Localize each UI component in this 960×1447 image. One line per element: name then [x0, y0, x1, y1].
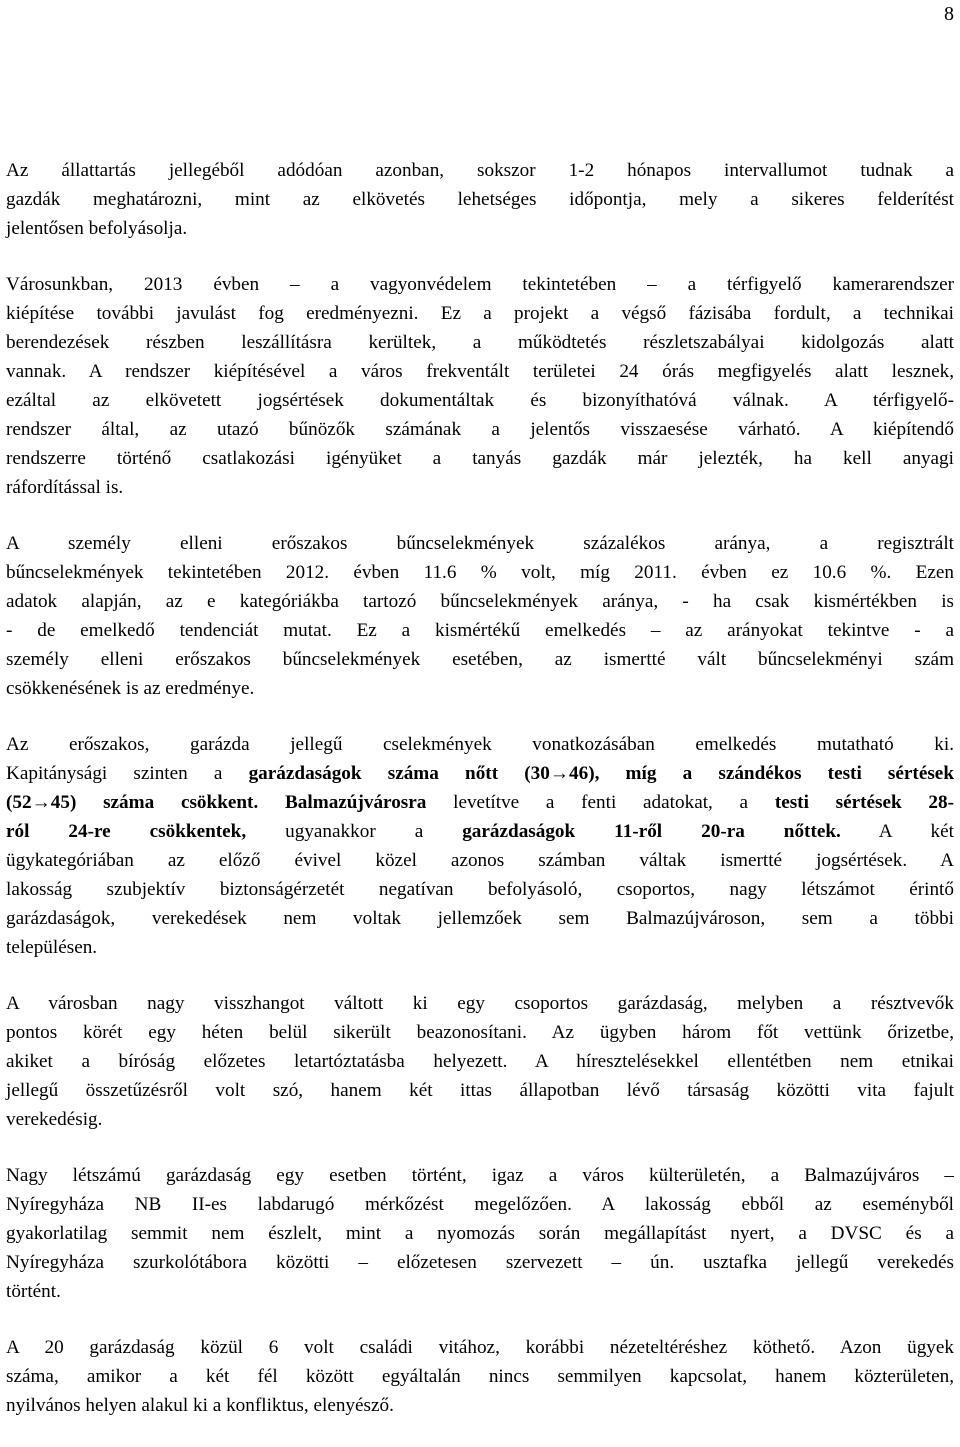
text-line: rendszerre történő csatlakozási igényüket a tanyás gazdák már jelezték, ha kell anyagi — [6, 448, 954, 469]
text-line: A 20 garázdaság közül 6 volt családi vitához, korábbi nézeteltéréshez köthető. Azon ügyek — [6, 1337, 954, 1358]
bold-text: garázdaságok 11-ről 20-ra nőttek. — [462, 821, 841, 842]
text-line: rendszer által, az utazó bűnözők számának a jelentős visszaesése várható. A kiépítendő — [6, 419, 954, 440]
page-number: 8 — [944, 3, 954, 25]
text-line: berendezések részben leszállításra kerültek, a működtetés részletszabályai kidolgozás alatt — [6, 332, 954, 353]
text-line: Városunkban, 2013 évben – a vagyonvédelem tekintetében – a térfigyelő kamerarendszer — [6, 274, 954, 295]
paragraph-3 — [6, 529, 954, 703]
bold-text: Balmazújvárosra — [284, 792, 427, 813]
text-line: Nyíregyháza szurkolótábora közötti – előzetesen szervezett – ún. usztafka jellegű verekedés — [6, 1252, 954, 1273]
bold-text: (52→45) száma csökkent. — [6, 792, 259, 813]
text-line: nyilvános helyen alakul ki a konfliktus, elenyésző. — [6, 1395, 394, 1416]
bold-text: ról 24-re csökkentek, — [6, 821, 247, 842]
paragraph-2 — [6, 270, 954, 502]
bold-text: garázdaságok száma nőtt (30→46), míg a szándékos testi sértések — [248, 763, 954, 784]
text-line: A városban nagy visszhangot váltott ki egy csoportos garázdaság, melyben a résztvevők — [6, 993, 954, 1014]
text-line — [6, 817, 954, 846]
text-line: adatok alapján, az e kategóriákba tartozó bűncselekmények aránya, - ha csak kismértékben is — [6, 591, 954, 612]
text-line: verekedésig. — [6, 1109, 103, 1130]
text-line: jellegű összetűzésről volt szó, hanem két ittas állapotban lévő társaság közötti vita fajult — [6, 1080, 954, 1101]
text-segment: ugyanakkor a — [246, 821, 463, 842]
text-line: ezáltal az elkövetett jogsértések dokumentáltak és bizonyíthatóvá válnak. A térfigyelő- — [6, 390, 954, 411]
paragraph-1 — [6, 156, 954, 243]
text-line: Nagy létszámú garázdaság egy esetben történt, igaz a város külterületén, a Balmazújváros – — [6, 1165, 954, 1186]
text-line: száma, amikor a két fél között egyáltalán nincs semmilyen kapcsolat, hanem közterületen, — [6, 1366, 954, 1387]
text-line: - de emelkedő tendenciát mutat. Ez a kismértékű emelkedés – az arányokat tekintve - a — [6, 620, 954, 641]
text-segment: A két — [840, 821, 954, 842]
text-line: kiépítése további javulást fog eredményezni. Ez a projekt a végső fázisába fordult, a technikai — [6, 303, 954, 324]
text-line: lakosság szubjektív biztonságérzetét negatívan befolyásoló, csoportos, nagy létszámot érintő — [6, 879, 954, 900]
paragraph-4 — [6, 730, 954, 962]
text-line: ügykategóriában az előző évivel közel azonos számban váltak ismertté jogsértések. A — [6, 850, 954, 871]
text-line — [6, 759, 954, 788]
text-line: A személy elleni erőszakos bűncselekmények százalékos aránya, a regisztrált — [6, 533, 954, 554]
text-line: településen. — [6, 937, 98, 958]
text-line: vannak. A rendszer kiépítésével a város frekventált területei 24 órás megfigyelés alatt lesznek, — [6, 361, 954, 382]
text-line: jelentősen befolyásolja. — [6, 218, 188, 239]
document-body — [6, 156, 954, 1447]
text-line: garázdaságok, verekedések nem voltak jellemzőek sem Balmazújvároson, sem a többi — [6, 908, 954, 929]
text-line: történt. — [6, 1281, 61, 1302]
text-line: személy elleni erőszakos bűncselekmények esetében, az ismertté vált bűncselekményi szám — [6, 649, 954, 670]
text-line: Nyíregyháza NB II-es labdarugó mérkőzést megelőzően. A lakosság ebből az eseményből — [6, 1194, 954, 1215]
text-line: Az állattartás jellegéből adódóan azonban, sokszor 1-2 hónapos intervallumot tudnak a — [6, 160, 954, 181]
text-line: bűncselekmények tekintetében 2012. évben 11.6 % volt, míg 2011. évben ez 10.6 %. Ezen — [6, 562, 954, 583]
text-line: csökkenésének is az eredménye. — [6, 678, 255, 699]
text-segment: levetítve a fenti adatokat, a — [426, 792, 775, 813]
text-line: akiket a bíróság előzetes letartóztatásba helyezett. A híresztelésekkel ellentétben nem etnikai — [6, 1051, 954, 1072]
text-line: gazdák meghatározni, mint az elkövetés lehetséges időpontja, mely a sikeres felderítést — [6, 189, 954, 210]
text-segment: Kapitánysági szinten a — [6, 763, 249, 784]
bold-text: testi sértések 28- — [774, 792, 955, 813]
text-line: pontos körét egy héten belül sikerült beazonosítani. Az ügyben három főt vettünk őrizetbe, — [6, 1022, 954, 1043]
paragraph-7 — [6, 1333, 954, 1420]
text-line: ráfordítással is. — [6, 477, 124, 498]
paragraph-6 — [6, 1161, 954, 1306]
text-line: gyakorlatilag semmit nem észlelt, mint a nyomozás során megállapítást nyert, a DVSC és a — [6, 1223, 954, 1244]
text-line: Az erőszakos, garázda jellegű cselekmények vonatkozásában emelkedés mutatható ki. — [6, 734, 954, 755]
text-line — [6, 788, 954, 817]
paragraph-5 — [6, 989, 954, 1134]
text-segment — [258, 792, 285, 813]
